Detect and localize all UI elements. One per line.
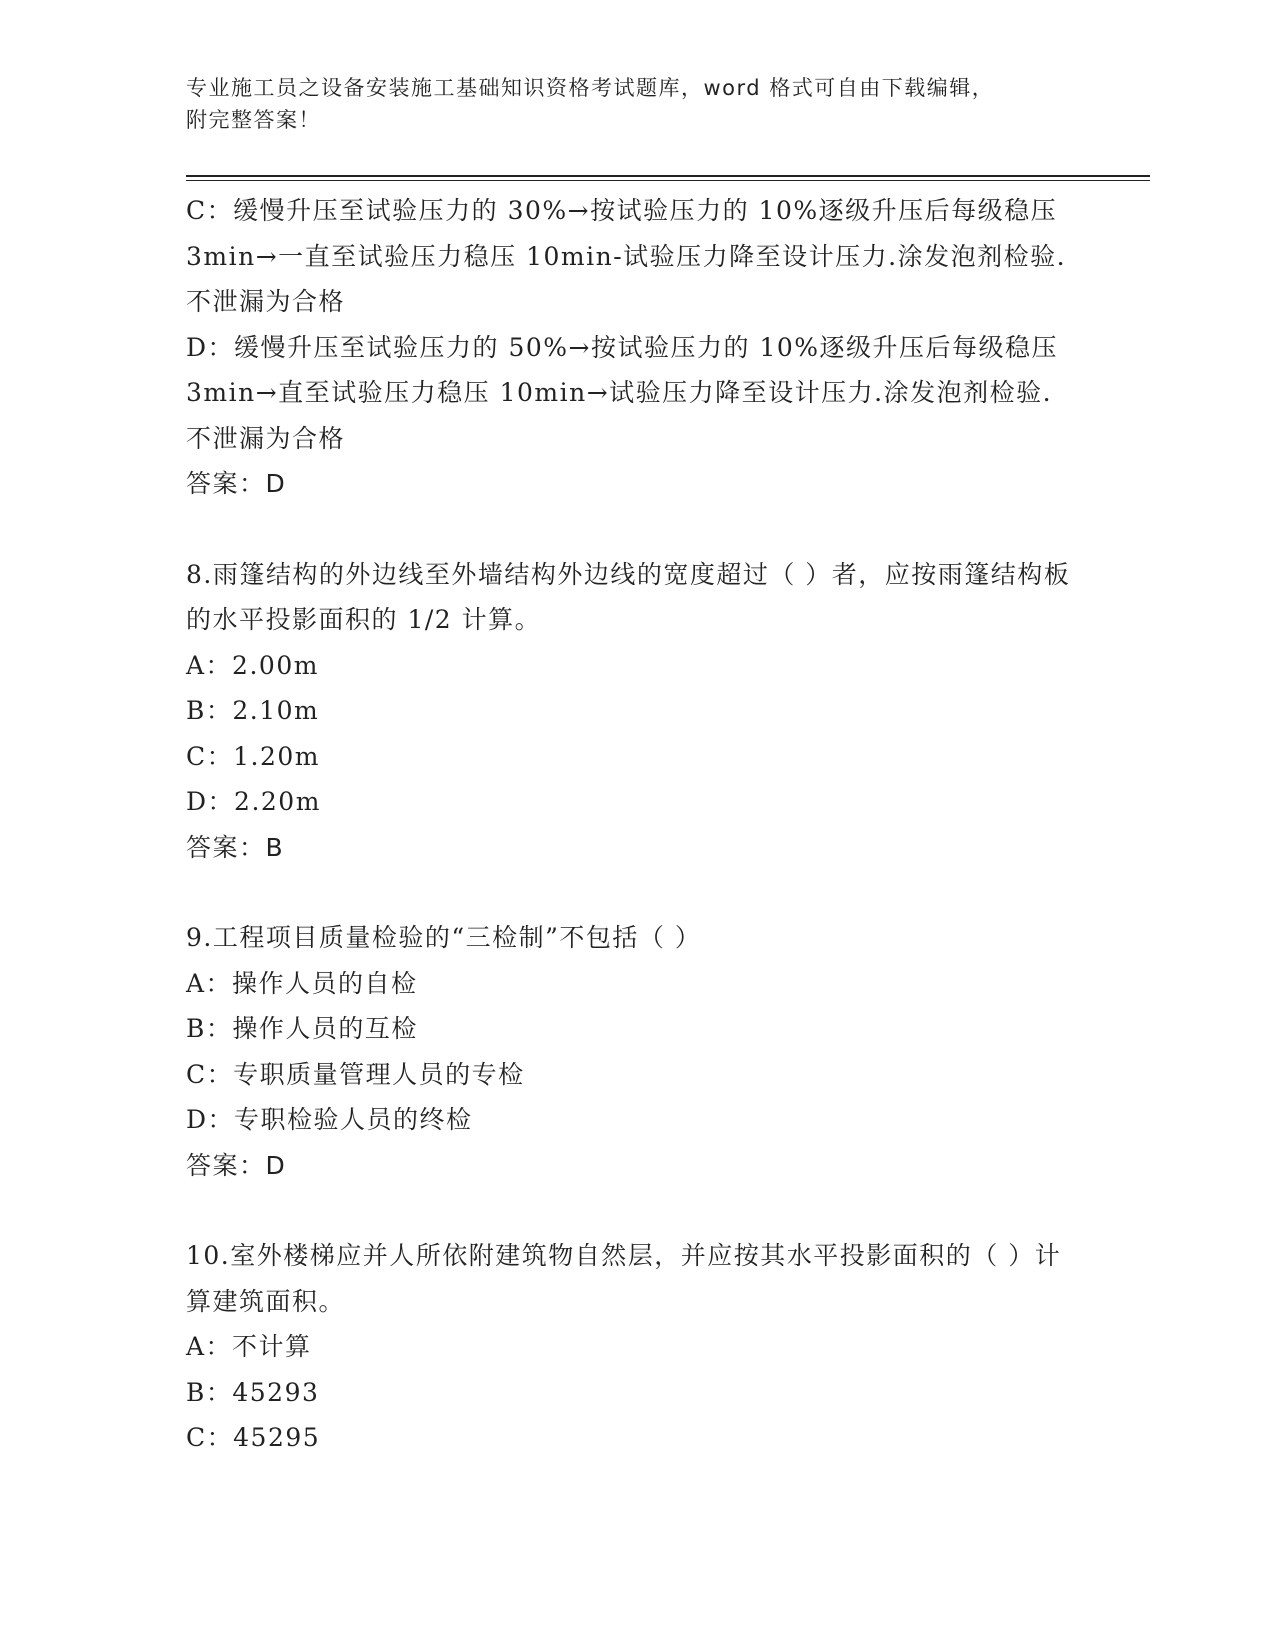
- option-b: B：2.10m: [186, 696, 320, 725]
- question-8: [186, 552, 1076, 871]
- option-b: B：操作人员的互检: [186, 1014, 418, 1043]
- answer-line: 答案：B: [186, 832, 285, 862]
- option-d: D：2.20m: [186, 787, 321, 816]
- option-c: C：缓慢升压至试验压力的 30%→按试验压力的 10%逐级升压后每级稳压 3min→一直至试验压力稳压 10min-试验压力降至设计压力.涂发泡剂检验.不泄漏为合格: [186, 196, 1067, 316]
- question-stem: 8.雨篷结构的外边线至外墙结构外边线的宽度超过（ ）者，应按雨篷结构板的水平投影面积的 1/2 计算。: [186, 559, 1071, 634]
- option-c: C：1.20m: [186, 741, 320, 771]
- answer-line: 答案：D: [186, 469, 287, 498]
- question-10: [186, 1233, 1076, 1461]
- header-intro-line-2: 附完整答案！: [186, 108, 321, 132]
- question-7-tail: [186, 188, 1076, 507]
- option-c: C：专职质量管理人员的专检: [186, 1059, 525, 1089]
- question-content: [186, 188, 1076, 1461]
- spacer: [186, 507, 1076, 552]
- header-divider-thick: [186, 175, 1150, 177]
- option-a: A：不计算: [186, 1332, 312, 1361]
- option-c: C：45295: [186, 1423, 321, 1452]
- option-a: A：操作人员的自检: [186, 968, 418, 998]
- answer-line: 答案：D: [186, 1150, 287, 1180]
- question-9: [186, 915, 1076, 1188]
- option-d: D：专职检验人员的终检: [186, 1105, 473, 1134]
- document-header: [186, 72, 1086, 136]
- question-stem: 9.工程项目质量检验的“三检制”不包括（ ）: [186, 923, 702, 952]
- spacer: [186, 1188, 1076, 1233]
- spacer: [186, 870, 1076, 915]
- header-intro-line-1: 专业施工员之设备安装施工基础知识资格考试题库，word 格式可自由下载编辑，: [186, 76, 995, 100]
- header-divider-thin: [186, 180, 1150, 181]
- option-b: B：45293: [186, 1377, 320, 1407]
- option-d: D：缓慢升压至试验压力的 50%→按试验压力的 10%逐级升压后每级稳压 3min→直至试验压力稳压 10min→试验压力降至设计压力.涂发泡剂检验.不泄漏为合格: [186, 332, 1059, 453]
- option-a: A：2.00m: [186, 650, 319, 680]
- question-stem: 10.室外楼梯应并人所依附建筑物自然层，并应按其水平投影面积的（ ）计算建筑面积。: [186, 1241, 1062, 1316]
